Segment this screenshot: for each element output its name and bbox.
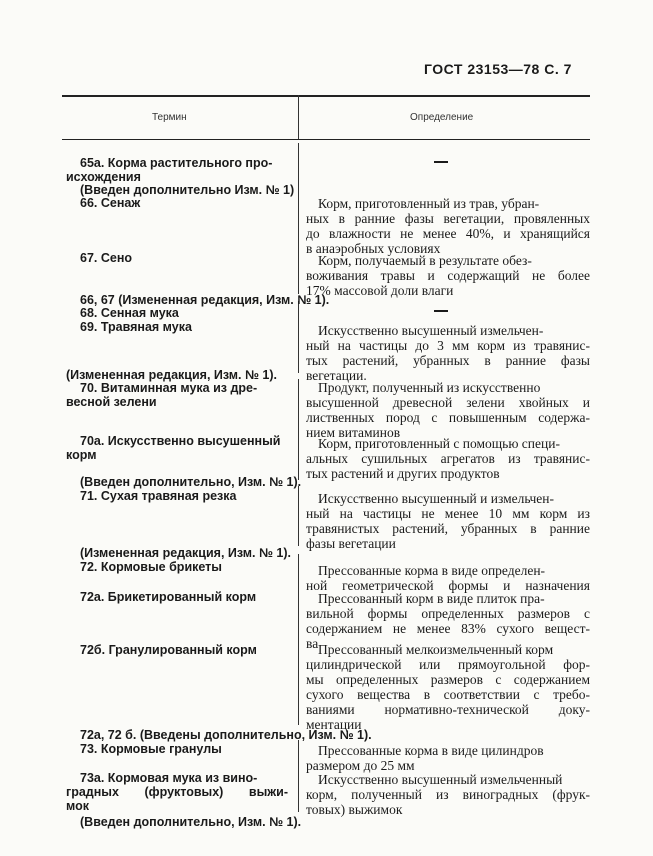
definition-69: ный на частицы до 3 мм корм из травянис- <box>306 338 590 353</box>
term-66: 66. Сенаж <box>80 196 141 210</box>
column-divider <box>298 301 299 373</box>
dash-68 <box>434 310 448 312</box>
definition-72a: содержанием не менее 83% сухого вещест- <box>306 621 590 636</box>
definition-73a: товых) выжимок <box>306 802 403 817</box>
dash-65a <box>434 161 448 163</box>
definition-73: размером до 25 мм <box>306 758 415 773</box>
term-70-cont: весной зелени <box>66 395 157 409</box>
definition-72b: сухого вещества в соответствии с требо- <box>306 687 590 702</box>
definition-66: Корм, приготовленный из трав, убран- <box>318 196 540 211</box>
definition-69: вегетации. <box>306 368 367 383</box>
column-header-definition: Определение <box>410 112 474 123</box>
column-divider <box>298 143 299 294</box>
definition-72b: цилиндрической или прямоугольной фор- <box>306 657 590 672</box>
column-divider <box>298 554 299 725</box>
term-72a: 72а. Брикетированный корм <box>80 590 257 604</box>
term-71: 71. Сухая травяная резка <box>80 489 237 503</box>
header-bottom-rule <box>62 139 590 140</box>
term-65a: 65а. Корма растительного про- <box>80 156 273 170</box>
term-70a-cont: корм <box>66 448 97 462</box>
definition-71: фазы вегетации <box>306 536 396 551</box>
page-header: ГОСТ 23153—78 С. 7 <box>424 61 572 77</box>
definition-72: ной геометрической формы и назначения <box>306 578 590 593</box>
note-71: (Измененная редакция, Изм. № 1). <box>80 546 291 560</box>
definition-72b: мы определенных размеров с содержанием <box>306 672 590 687</box>
definition-71: ный на частицы не менее 10 мм корм из <box>306 506 590 521</box>
definition-67: Корм, получаемый в результате обез- <box>318 253 532 268</box>
definition-73a: корм, полученный из виноградных (фрук- <box>306 787 590 802</box>
term-73a-cont: градных (фруктовых) выжи- <box>66 785 288 799</box>
definition-70a: Корм, приготовленный с помощью специ- <box>318 436 560 451</box>
definition-72a: Прессованный корм в виде плиток пра- <box>318 591 545 606</box>
column-divider <box>298 486 299 546</box>
definition-66: в анаэробных условиях <box>306 241 441 256</box>
definition-71: Искусственно высушенный и измельчен- <box>318 491 554 506</box>
term-68: 68. Сенная мука <box>80 306 179 320</box>
definition-72b: Прессованный мелкоизмельченный корм <box>318 642 554 657</box>
definition-71: травянистых растений, убранных в ранние <box>306 521 590 536</box>
definition-72: Прессованные корма в виде определен- <box>318 563 546 578</box>
column-divider <box>298 740 299 812</box>
term-65a-cont: исхождения <box>66 170 141 184</box>
definition-70a: альных сушильных агрегатов из травянис- <box>306 451 590 466</box>
definition-73: Прессованные корма в виде цилиндров <box>318 743 544 758</box>
column-header-term: Термин <box>152 112 187 123</box>
note-72a-72b: 72а, 72 б. (Введены дополнительно, Изм. № 1). <box>80 728 372 742</box>
definition-73a: Искусственно высушенный измельченный <box>318 772 563 787</box>
definition-69: Искусственно высушенный измельчен- <box>318 323 544 338</box>
note-69: (Измененная редакция, Изм. № 1). <box>66 368 277 382</box>
header-column-divider <box>298 95 299 139</box>
definition-70a: тых растений и других продуктов <box>306 466 500 481</box>
term-73a: 73а. Кормовая мука из вино- <box>80 771 258 785</box>
definition-67: воживания травы и содержащий не более <box>306 268 590 283</box>
definition-66: до влажности не менее 40%, и хранящийся <box>306 226 590 241</box>
note-73a: (Введен дополнительно, Изм. № 1). <box>80 815 302 829</box>
definition-66: ных в ранние фазы вегетации, провяленных <box>306 211 590 226</box>
definition-67: 17% массовой доли влаги <box>306 283 454 298</box>
definition-72b: ментации <box>306 717 362 732</box>
term-70a: 70а. Искусственно высушенный <box>80 434 281 448</box>
note-70a: (Введен дополнительно, Изм. № 1). <box>80 475 302 489</box>
definition-70: нием витаминов <box>306 425 401 440</box>
definition-72a: вильной формы определенных размеров с <box>306 606 590 621</box>
definition-70: Продукт, полученный из искусственно <box>318 380 541 395</box>
term-73: 73. Кормовые гранулы <box>80 742 222 756</box>
term-70: 70. Витаминная мука из дре- <box>80 381 258 395</box>
term-69: 69. Травяная мука <box>80 320 192 334</box>
definition-70: высушенной древесной зелени хвойных и <box>306 395 590 410</box>
definition-72b: ваниями нормативно-технической доку- <box>306 702 590 717</box>
definition-72a: ва <box>306 636 319 651</box>
note-66-67: 66, 67 (Измененная редакция, Изм. № 1). <box>80 293 330 307</box>
table-top-rule <box>62 95 590 97</box>
definition-70: лиственных пород с повышенным содержа- <box>306 410 590 425</box>
term-73a-cont: мок <box>66 799 89 813</box>
term-72: 72. Кормовые брикеты <box>80 560 222 574</box>
column-divider <box>298 379 299 480</box>
note-65a: (Введен дополнительно Изм. № 1) <box>80 183 295 197</box>
term-67: 67. Сено <box>80 251 133 265</box>
term-72b: 72б. Гранулированный корм <box>80 643 257 657</box>
definition-69: тых растений, убранных в ранние фазы <box>306 353 590 368</box>
